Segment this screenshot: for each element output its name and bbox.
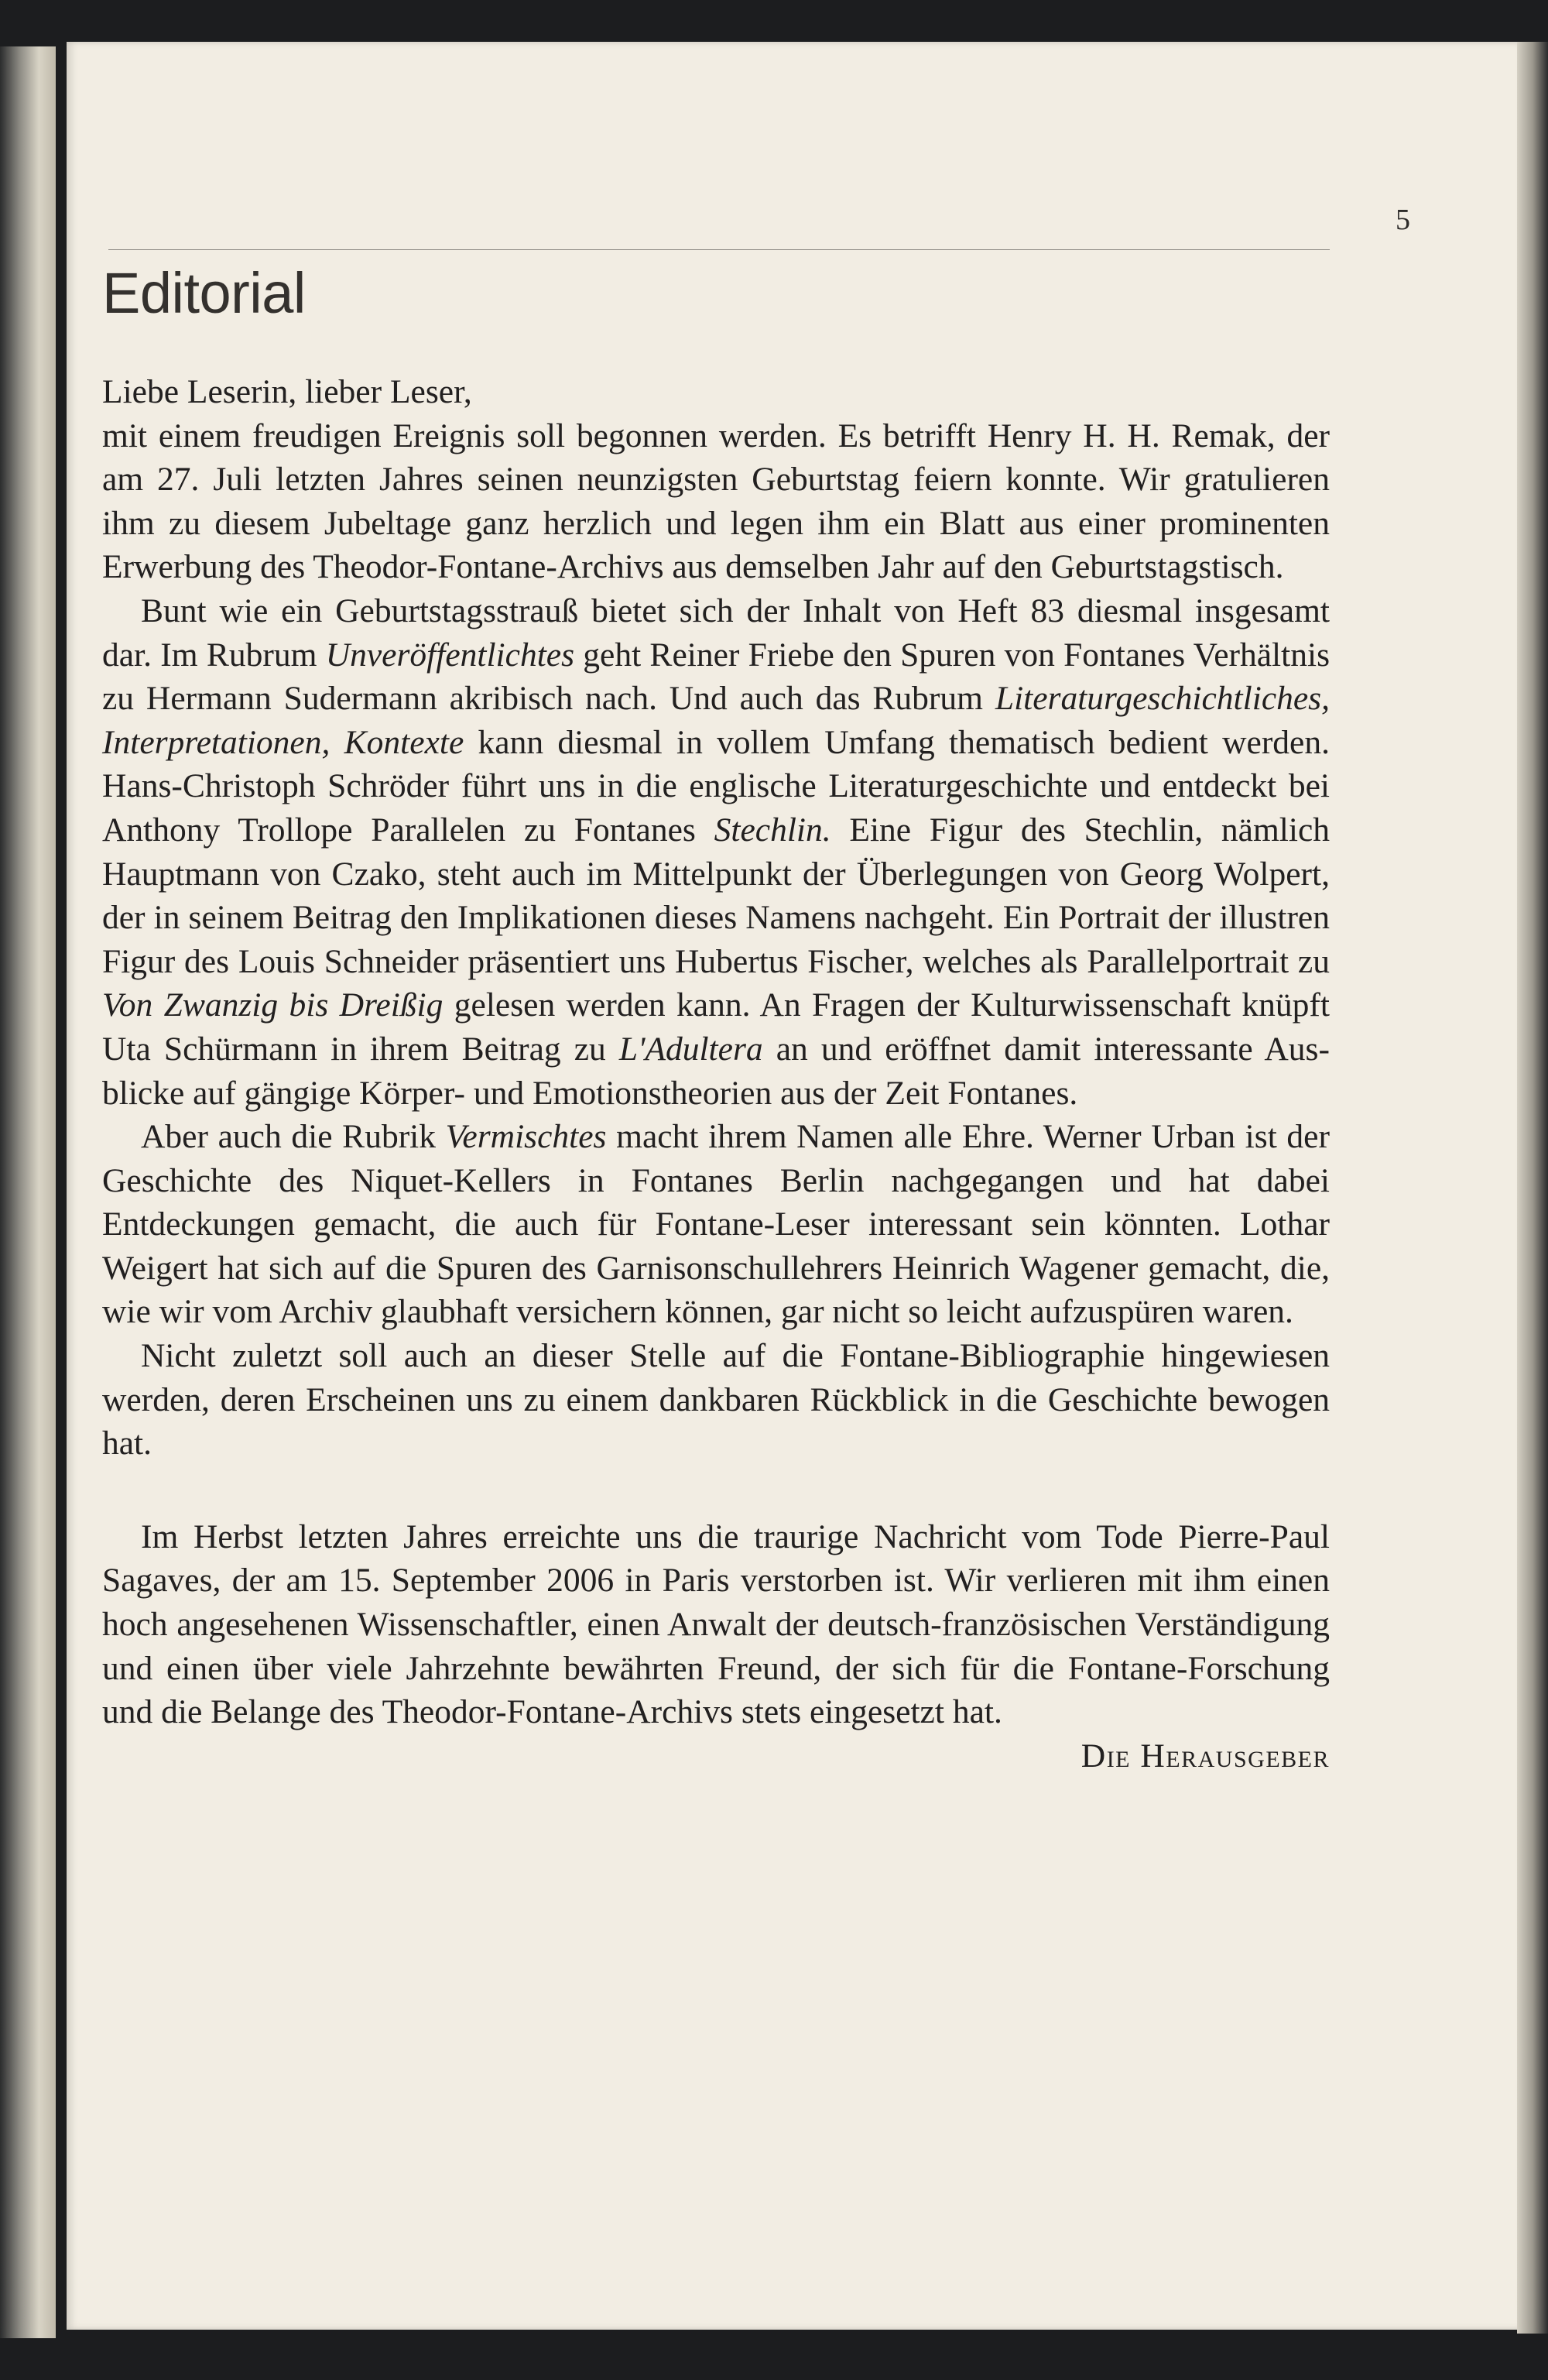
paragraph-bibliography: Nicht zuletzt soll auch an dieser Stelle auf die Fontane-Bibliographie hingewiesen werden, deren Erscheinen uns zu einem dankbaren Rückblick in die Geschichte bewogen hat. — [102, 1337, 1330, 1463]
paragraph-text: macht ihrem Namen alle Ehre. Werner Urban ist der Geschichte des Niquet-Kellers in Fontanes Berlin nachgegangen und hat dabei Entdeckungen gemacht, die auch für Fontane-Leser interessant sein könnten. Lothar Weigert hat sich auf die Spuren des Garnisonschullehrers Heinrich Wagener gemacht, die, wie wir vom Archiv glaubhaft versichern können, gar nicht so leicht aufzuspüren waren. — [102, 1118, 1330, 1331]
page-number: 5 — [1396, 204, 1410, 236]
paragraph-vermischtes — [102, 1115, 1330, 1334]
paragraph-text: geht Reiner Friebe den Spuren von Fontanes Verhältnis zu Hermann Sudermann akribisch nach. Und auch das Rubrum — [102, 636, 1330, 718]
editorial-body — [102, 370, 1330, 1778]
italic-rubric: Unveröffentlichtes — [325, 636, 575, 674]
italic-title: Stechlin. — [714, 811, 831, 849]
header-rule — [108, 249, 1330, 250]
paragraph-contents — [102, 589, 1330, 1115]
paragraph-text: an und eröffnet damit interessante Ausblicke auf gängige Körper- und Emotionstheorien aus der Zeit Fontanes. — [102, 1030, 1330, 1112]
signature: Die Herausgeber — [1081, 1737, 1330, 1775]
paragraph-text: Eine Figur des Stechlin, nämlich Hauptmann von Czako, steht auch im Mittelpunkt der Überlegungen von Georg Wolpert, der in seinem Beitrag den Implikationen dieses Namens nachgeht. Ein Portrait der illustren Figur des Louis Schneider präsentiert uns Hubertus Fischer, welches als Parallelportrait zu — [102, 811, 1331, 980]
paragraph-text: Bunt wie ein Geburtstagsstrauß bietet sich der Inhalt von Heft 83 diesmal insgesamt dar. Im Rubrum — [102, 592, 1330, 674]
italic-rubric: Literaturgeschichtliches, Interpretationen, Kontexte — [102, 680, 1330, 761]
italic-rubric: Vermischtes — [445, 1118, 607, 1156]
paragraph-text: gelesen werden kann. An Fragen der Kulturwissenschaft knüpft Uta Schürmann in ihrem Beitrag zu — [102, 986, 1330, 1068]
paragraph-obituary: Im Herbst letzten Jahres erreichte uns die traurige Nachricht vom Tode Pierre-Paul Sagaves, der am 15. September 2006 in Paris verstorben ist. Wir verlieren mit ihm einen hoch angesehenen Wissenschaftler, einen Anwalt der deutsch-französischen Verständigung und einen über viele Jahrzehnte bewährten Freund, der sich für die Fontane-Forschung und die Belange des Theodor-Fontane-Archivs stets eingesetzt hat. — [102, 1518, 1330, 1731]
italic-title: L'Adultera — [618, 1030, 763, 1068]
book-binding-edge — [0, 46, 56, 2338]
italic-title: Von Zwanzig bis Dreißig — [102, 986, 444, 1024]
paragraph-intro: mit einem freudigen Ereignis soll begonnen werden. Es betrifft Henry H. H. Remak, der am 27. Juli letzten Jahres seinen neunzigsten Geburtstag feiern konnte. Wir gratulieren ihm zu diesem Jubeltage ganz herzlich und legen ihm ein Blatt aus einer prominenten Erwerbung des Theodor-Fontane-Archivs aus demselben Jahr auf den Geburtstagstisch. — [102, 417, 1330, 586]
salutation: Liebe Leserin, lieber Leser, — [102, 373, 472, 410]
paragraph-text: Aber auch die Rubrik — [141, 1118, 446, 1156]
paragraph-text: kann diesmal in vollem Umfang thematisch bedient werden. Hans-Christoph Schröder führt uns in die englische Literaturgeschichte und entdeckt bei Anthony Trollope Parallelen zu Fontanes — [102, 723, 1330, 849]
page-title: Editorial — [102, 261, 306, 325]
page-stack-edge — [1517, 42, 1548, 2334]
